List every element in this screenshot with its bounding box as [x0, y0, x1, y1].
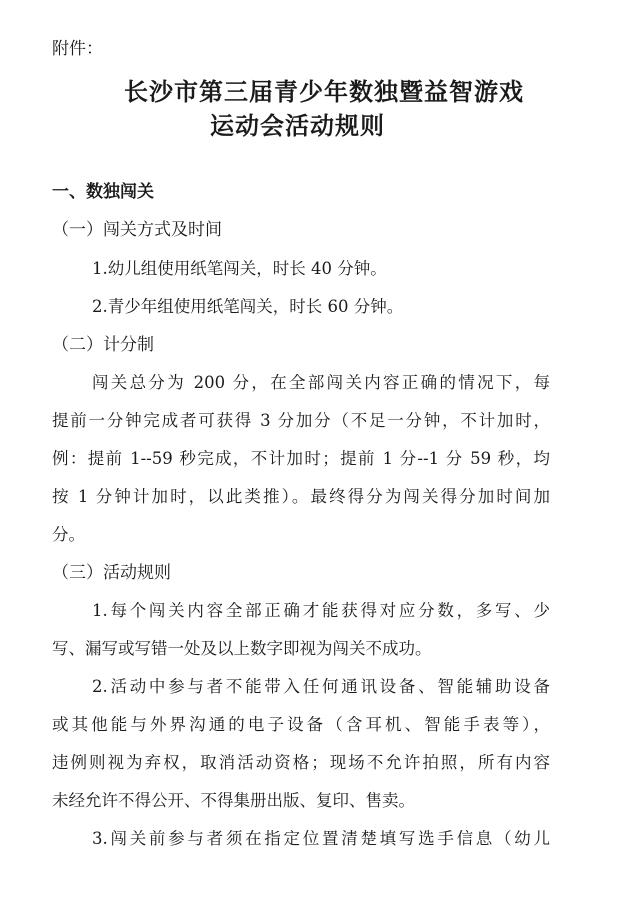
rule-2-line-3: 违例则视为弃权，取消活动资格；现场不允许拍照，所有内容	[52, 753, 550, 772]
rule-1-line-1: 1.每个闯关内容全部正确才能获得对应分数，多写、少	[92, 601, 550, 620]
document-title-line-2: 运动会活动规则	[210, 111, 385, 140]
subheading-scoring: （二）计分制	[52, 335, 154, 355]
rule-item-preschool: 1.幼儿组使用纸笔闯关，时长 40 分钟。	[92, 259, 387, 278]
scoring-paragraph-line-5: 分。	[52, 525, 85, 544]
rule-3-line-1: 3.闯关前参与者须在指定位置清楚填写选手信息（幼儿	[92, 829, 550, 848]
attachment-label: 附件：	[52, 39, 103, 59]
rule-2-line-1: 2.活动中参与者不能带入任何通讯设备、智能辅助设备	[92, 677, 550, 696]
rule-item-youth: 2.青少年组使用纸笔闯关，时长 60 分钟。	[92, 297, 404, 316]
scoring-paragraph-line-4: 按 1 分钟计加时，以此类推）。最终得分为闯关得分加时间加	[52, 487, 550, 506]
subheading-method-time: （一）闯关方式及时间	[52, 220, 222, 240]
scoring-paragraph-line-2: 提前一分钟完成者可获得 3 分加分（不足一分钟，不计加时，	[52, 411, 550, 430]
scoring-paragraph-line-1: 闯关总分为 200 分，在全部闯关内容正确的情况下，每	[92, 373, 550, 392]
subheading-activity-rules: （三）活动规则	[52, 563, 171, 583]
document-title-line-1: 长沙市第三届青少年数独暨益智游戏	[124, 77, 524, 106]
rule-1-line-2: 写、漏写或写错一处及以上数字即视为闯关不成功。	[52, 639, 432, 658]
rule-2-line-2: 或其他能与外界沟通的电子设备（含耳机、智能手表等），	[52, 715, 550, 734]
rule-2-line-4: 未经允许不得公开、不得集册出版、复印、售卖。	[52, 791, 415, 810]
scoring-paragraph-line-3: 例：提前 1--59 秒完成，不计加时；提前 1 分--1 分 59 秒，均	[52, 449, 550, 468]
section-heading-sudoku: 一、数独闯关	[52, 182, 154, 202]
